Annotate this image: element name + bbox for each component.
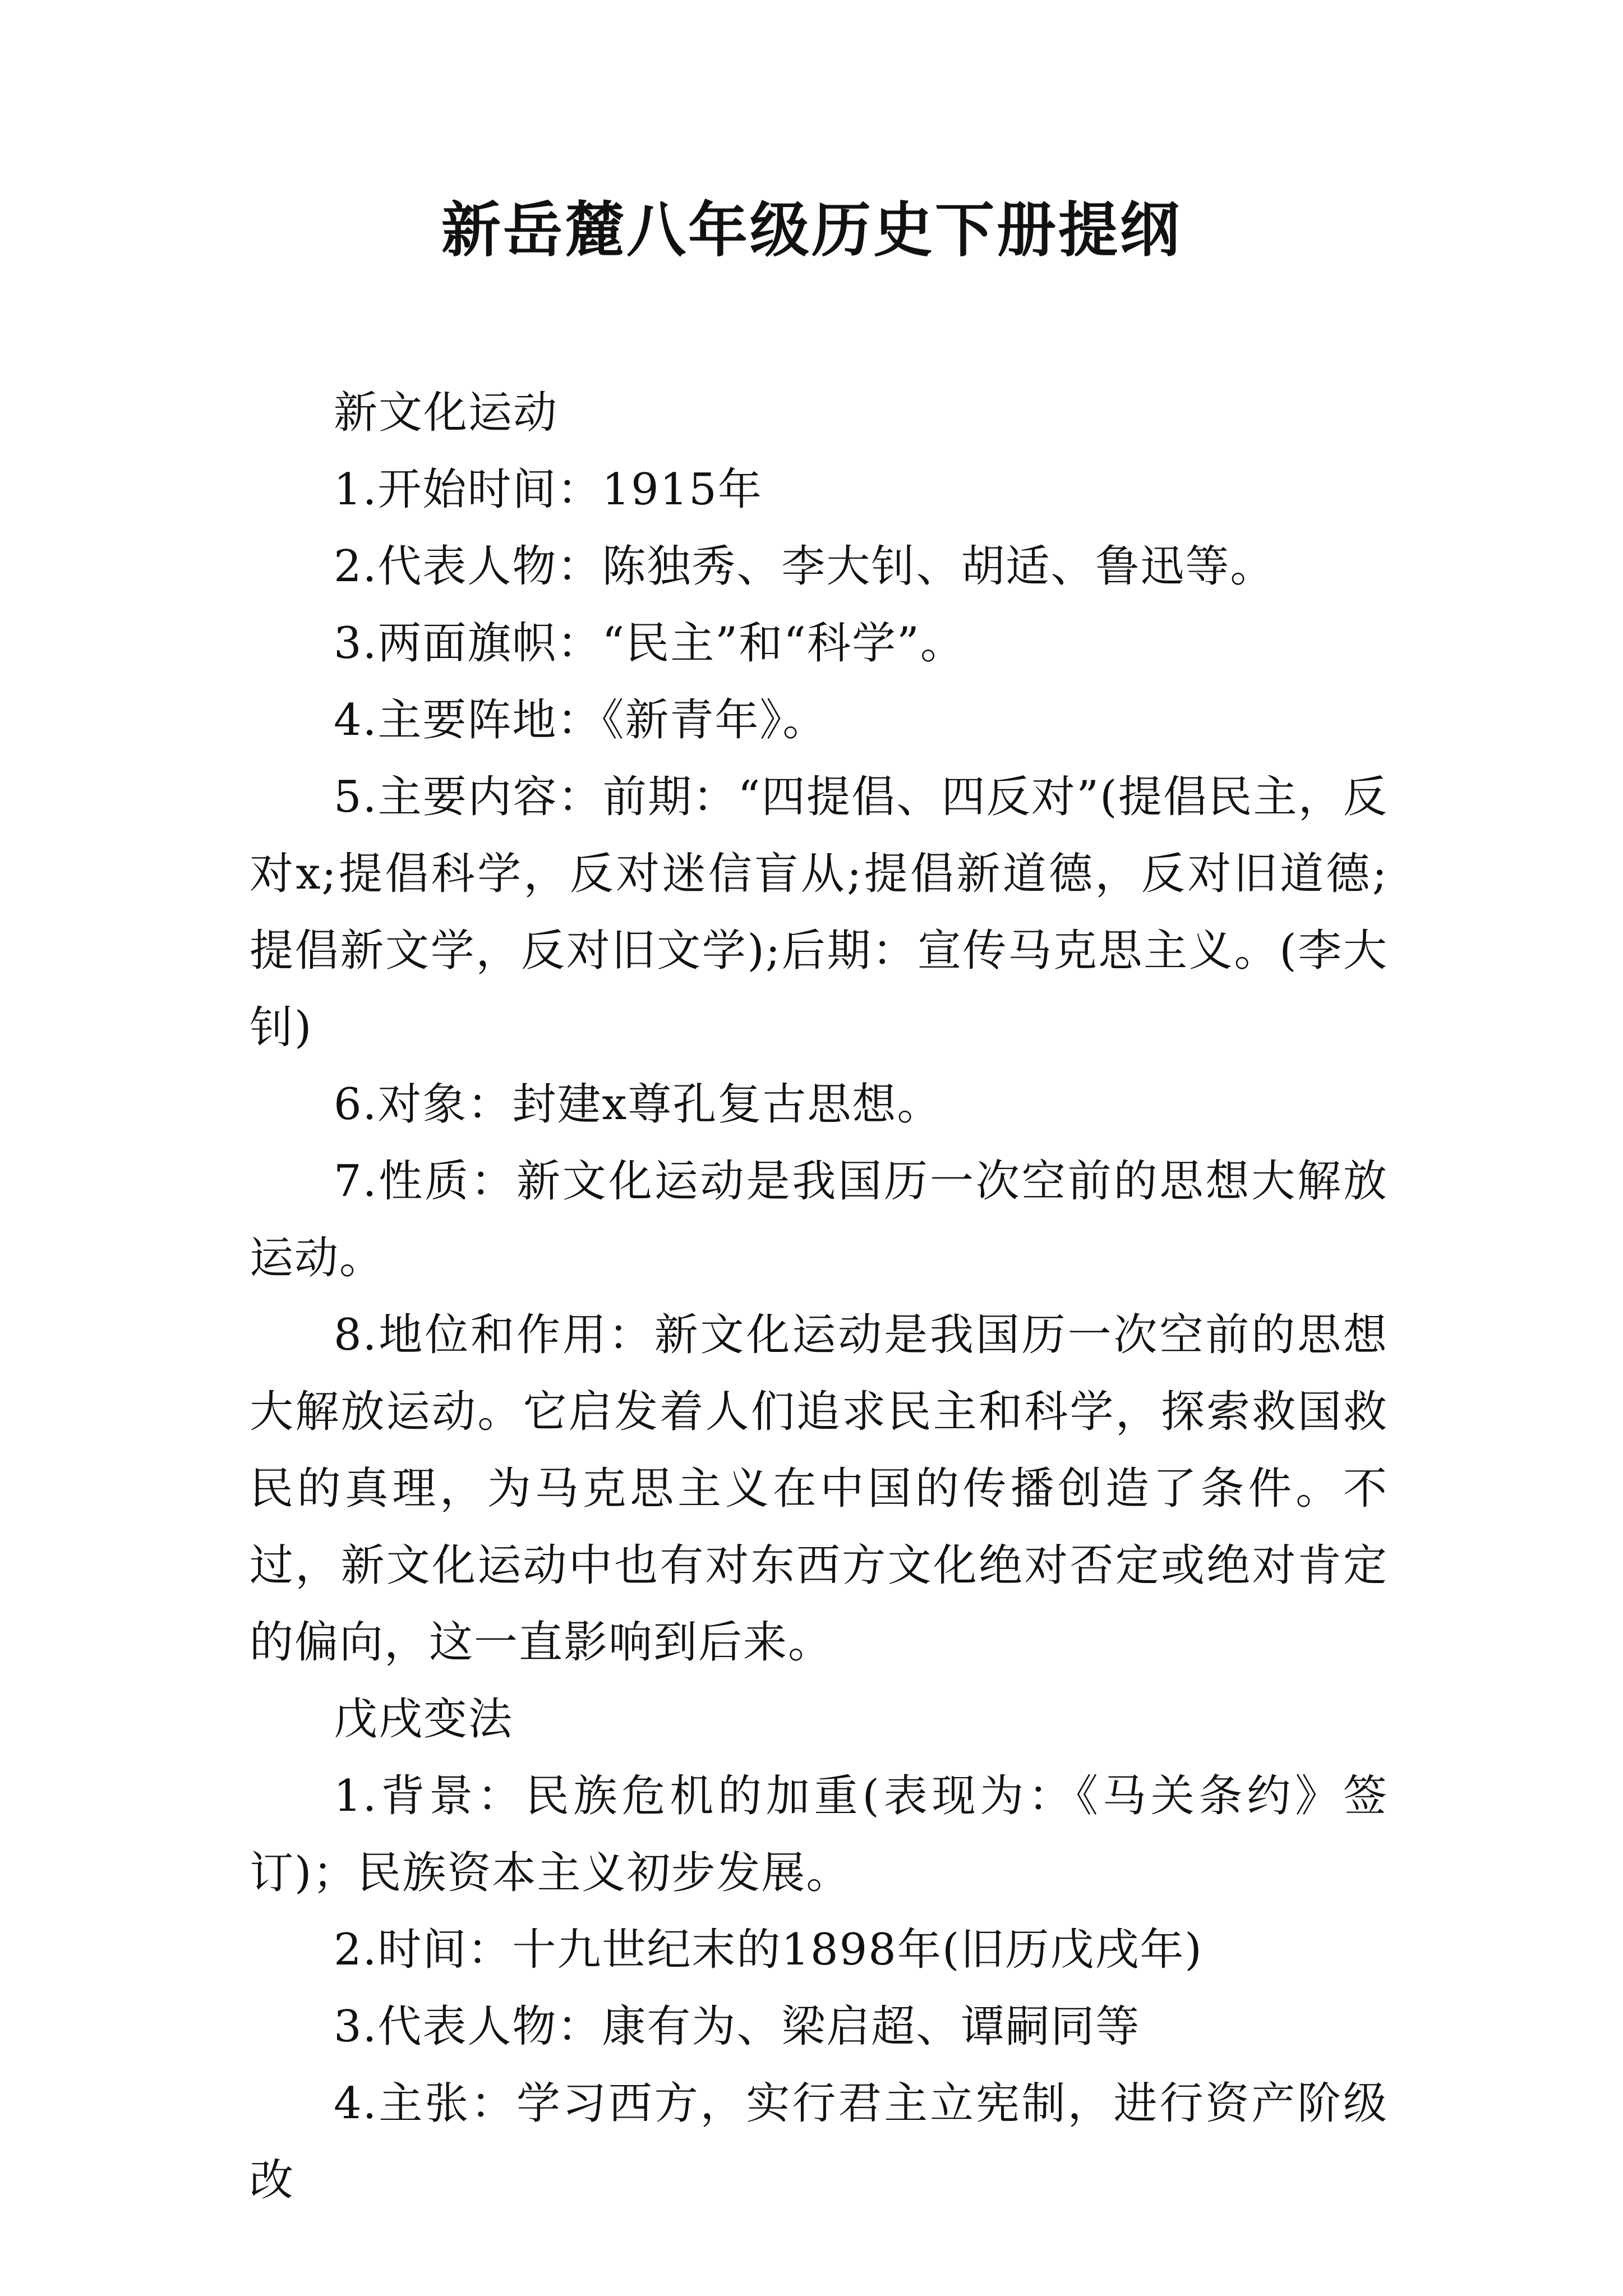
paragraph-main-base: 4.主要阵地：《新青年》。 bbox=[334, 695, 828, 746]
paragraph-reform-representatives: 3.代表人物：康有为、梁启超、谭嗣同等 bbox=[334, 2001, 1141, 2052]
paragraph-start-time: 1.开始时间：1915年 bbox=[334, 464, 763, 515]
paragraph-target: 6.对象：封建x尊孔复古思想。 bbox=[334, 1079, 942, 1130]
section-heading-new-culture: 新文化运动 bbox=[334, 388, 559, 438]
paragraph-background: 1.背景：民族危机的加重(表现为：《马关条约》签订)；民族资本主义初步发展。 bbox=[250, 1771, 1388, 1898]
document-title: 新岳麓八年级历史下册提纲 bbox=[441, 195, 1182, 265]
paragraph-nature: 7.性质：新文化运动是我国历一次空前的思想大解放运动。 bbox=[250, 1156, 1388, 1283]
paragraph-proposals: 4.主张：学习西方，实行君主立宪制，进行资产阶级改 bbox=[250, 2078, 1388, 2206]
paragraph-representatives: 2.代表人物：陈独秀、李大钊、胡适、鲁迅等。 bbox=[334, 541, 1275, 592]
section-heading-reform: 戊戌变法 bbox=[334, 1694, 514, 1745]
paragraph-significance: 8.地位和作用：新文化运动是我国历一次空前的思想大解放运动。它启发着人们追求民主和科学，探索救国救民的真理，为马克思主义在中国的传播创造了条件。不过，新文化运动中也有对东西方文化绝对否定或绝对肯定的偏向，这一直影响到后来。 bbox=[250, 1310, 1388, 1668]
paragraph-main-content: 5.主要内容：前期：“四提倡、四反对”(提倡民主，反对x;提倡科学，反对迷信盲从;提倡新道德，反对旧道德;提倡新文学，反对旧文学);后期：宣传马克思主义。(李大钊) bbox=[250, 772, 1388, 1053]
paragraph-time: 2.时间：十九世纪末的1898年(旧历戊戌年) bbox=[334, 1925, 1203, 1975]
document-body bbox=[250, 375, 1388, 2219]
paragraph-banners: 3.两面旗帜：“民主”和“科学”。 bbox=[334, 618, 965, 669]
